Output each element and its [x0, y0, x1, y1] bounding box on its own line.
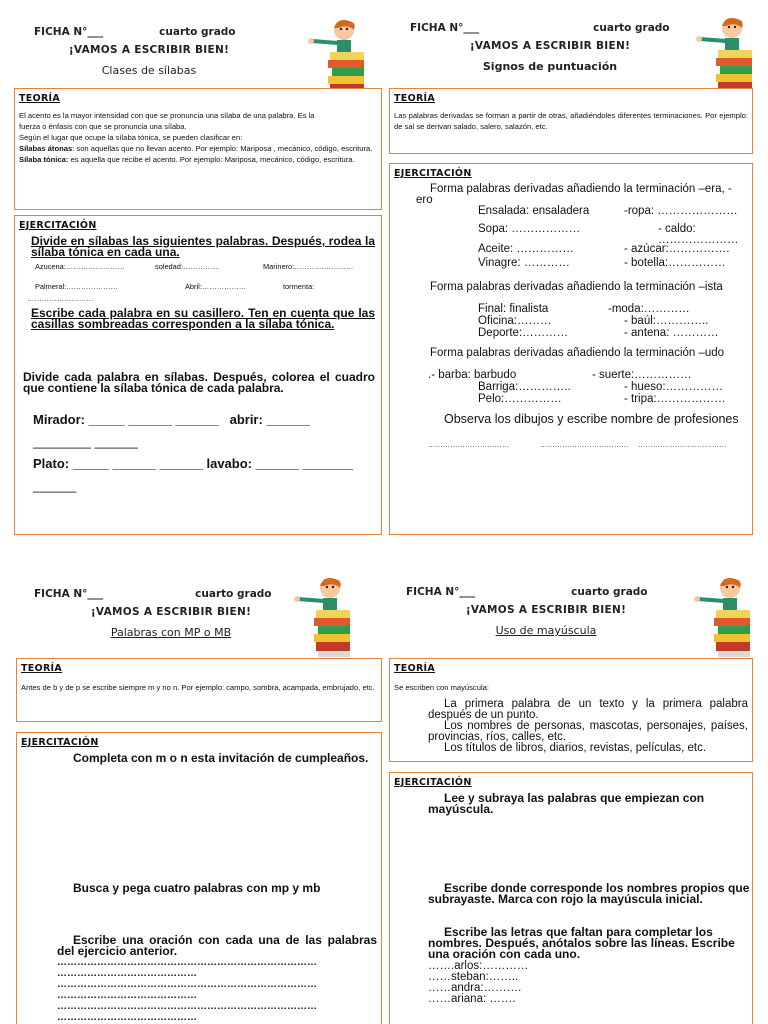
teoria-box: [16, 658, 382, 722]
ejercitacion-title: EJERCITACIÓN: [19, 220, 97, 231]
profession-lines: …………………………… ……………………………… ………………………………: [428, 440, 727, 449]
heading: ¡VAMOS A ESCRIBIR BIEN!: [465, 604, 627, 616]
boy-books-illustration: [294, 574, 354, 658]
exercise-3: Escribe las letras que faltan para completar los nombres. Después, anótalos sobre las líneas. Escribe una oración con cada uno.: [428, 925, 735, 961]
names-list: …….arlos:………… ……steban:…….. ……andra:………. ……ariana: …….: [428, 960, 529, 1005]
ficha-number: FICHA N°___: [410, 22, 480, 34]
ejercitacion-title: EJERCITACIÓN: [394, 168, 472, 179]
teoria-title: TEORÍA: [394, 93, 436, 104]
plato-row: Plato: _____ ______ ______ lavabo: ______ _______: [33, 456, 354, 471]
ejercitacion-box: [16, 732, 382, 1024]
exercise-3: Escribe una oración con cada una de las palabras del ejercicio anterior.: [57, 933, 377, 958]
section-2-title: Forma palabras derivadas añadiendo la terminación –ista: [430, 281, 723, 293]
boy-books-illustration: [694, 574, 754, 658]
exercise-1: Lee y subraya las palabras que empiezan con mayúscula.: [428, 791, 705, 816]
teoria-title: TEORÍA: [21, 663, 63, 674]
ficha-title: Uso de mayúscula: [495, 624, 597, 637]
boy-books-illustration: [696, 14, 756, 98]
heading: ¡VAMOS A ESCRIBIR BIEN!: [469, 40, 631, 52]
grade-label: cuarto grado: [593, 22, 670, 34]
teoria-text: El acento es la mayor intensidad con que se pronuncia una sílaba de una palabra. Es la fuerza o énfasis con que se pronuncia una sílaba. Según el lugar que ocupe la sílaba tónica, se pueden clasificar en: Sílabas átonas: son aquellas que no llevan acento. Por ejemplo: Mariposa , mecánico, código, escritura. Sílaba tónica: es aquella que recibe el acento. Por ejemplo: Mariposa, mecánico, código, escritura.: [19, 111, 373, 164]
exercise-1: Completa con m o n esta invitación de cumpleaños.: [73, 751, 369, 765]
ejercitacion-box: EJERCITACIÓN Divide en sílabas las siguientes palabras. Después, rodea la sílaba tónica en cada una. Azucena:…………………… soledad:…………… Marinero:…………………… Palmeral:………………… Abril:……………… tormenta: ……………………… Escribe cada palabra en su casillero. Ten en cuenta que las casillas sombreadas corresponden a la sílaba tónica. Divide cada palabra en sílabas. Después, colorea el cuadro que contiene la sílaba tónica de cada palabra. Mirador: _____ ______ ______ abrir: ______ ________ ______ Plato: _____ ______ ______ lavabo: ______ _______ ______: [14, 215, 382, 535]
heading: ¡VAMOS A ESCRIBIR BIEN!: [90, 606, 252, 618]
ficha-title: Clases de sílabas: [101, 64, 197, 77]
ficha-2-header: [410, 22, 710, 73]
heading: ¡VAMOS A ESCRIBIR BIEN!: [68, 44, 230, 56]
ficha-title: Signos de puntuación: [482, 60, 618, 73]
exercise-2: Busca y pega cuatro palabras con mp y mb: [73, 881, 321, 895]
section-2-list: Final: finalista -moda:………… Oficina:……… - baúl:………….. Deporte:………… - antena: …………: [478, 303, 719, 339]
section-3-list: .- barba: barbudo - suerte:…………… Barriga:………….. - hueso:…………… Pelo:…………… - tripa:………………: [428, 369, 726, 405]
ficha-1-header: [34, 26, 354, 77]
section-4-title: Observa los dibujos y escribe nombre de profesiones: [444, 412, 739, 426]
section-1-title: Forma palabras derivadas añadiendo la terminación –era, -ero: [416, 183, 732, 206]
teoria-box: [389, 658, 753, 762]
ejercitacion-box: [389, 772, 753, 1024]
teoria-title: TEORÍA: [394, 663, 436, 674]
word-list: Azucena:…………………… soledad:…………… Marinero:……………………: [35, 262, 354, 271]
teoria-text: Antes de b y de p se escribe siempre m y no n. Por ejemplo: campo, sombra, acampada, embrujado, etc.: [21, 683, 375, 692]
grade-label: cuarto grado: [571, 586, 648, 598]
teoria-items: La primera palabra de un texto y la primera palabra después de un punto. Los nombres de personas, mascotas, personajes, países, provincias, ríos, calles, etc. Los títulos de libros, diarios, revistas, películas, etc.: [428, 698, 748, 754]
grade-label: cuarto grado: [195, 588, 272, 600]
exercise-2: Escribe donde corresponde los nombres propios que subrayaste. Marca con rojo la mayúscula inicial.: [428, 881, 750, 906]
teoria-text: Las palabras derivadas se forman a partir de otras, añadiéndoles diferentes terminaciones. Por ejemplo: de sal se derivan salado, salero, salazón, etc.: [394, 111, 748, 131]
ficha-title: Palabras con MP o MB: [110, 626, 232, 639]
teoria-title: TEORÍA: [19, 93, 61, 104]
ficha-number: FICHA N°___: [406, 586, 476, 598]
ejercitacion-box: [389, 163, 753, 535]
answer-lines: …………………………………………………………………… …………………………………… …………………………………………………………………… …………………………………… …………………………………………………………………… ……………………………………: [57, 957, 317, 1023]
grade-label: cuarto grado: [159, 26, 236, 38]
ficha-number: FICHA N°___: [34, 26, 104, 38]
ejercitacion-title: EJERCITACIÓN: [21, 737, 99, 748]
exercise-2: Escribe cada palabra en su casillero. Ten en cuenta que las casillas sombreadas corresponden a la sílaba tónica.: [31, 306, 375, 331]
ficha-number: FICHA N°___: [34, 588, 104, 600]
exercise-1: Divide en sílabas las siguientes palabras. Después, rodea la sílaba tónica en cada una.: [31, 234, 375, 259]
teoria-box: [14, 88, 382, 210]
teoria-intro: Se escriben con mayúscula:: [394, 683, 489, 692]
ejercitacion-title: EJERCITACIÓN: [394, 777, 472, 788]
ficha-4-header: [406, 586, 706, 637]
section-3-title: Forma palabras derivadas añadiendo la terminación –udo: [430, 347, 725, 359]
mirador-row: Mirador: _____ ______ ______ abrir: ______: [33, 412, 310, 427]
exercise-3: Divide cada palabra en sílabas. Después, colorea el cuadro que contiene la sílaba tónica de cada palabra.: [23, 370, 375, 395]
teoria-box: [389, 88, 753, 154]
section-1-list: Ensalada: ensaladera -ropa: ………………… Sopa: ……………… - caldo: ………………… Aceite: …………… - azúcar:……………. Vinagre: ………… - botella:……………: [478, 205, 739, 269]
